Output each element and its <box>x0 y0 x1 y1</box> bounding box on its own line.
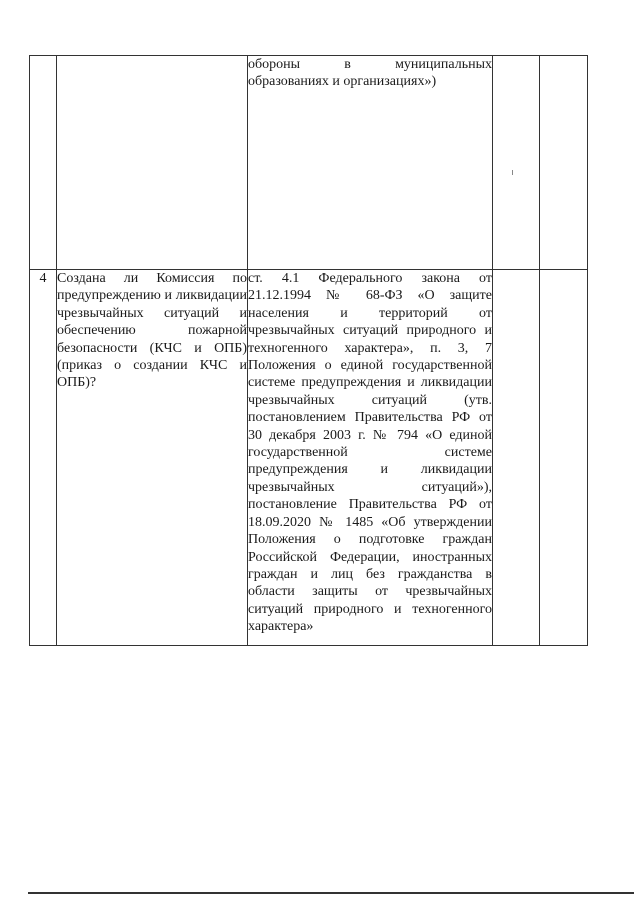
legal-basis-text: ст. 4.1 Федерального закона от 21.12.1994 № 68-ФЗ «О защите населения и территорий от чрезвычайных ситуаций природного и техногенного характера», п. 3, 7 Положения о единой государственной системе предупреждения и ликвидации чрезвычайных ситуаций (утв. постановлением Правительства РФ от 30 декабря 2003 г. № 794 «О единой государственной системе предупреждения и ликвидации чрезвычайных ситуаций»), постановление Правительства РФ от 18.09.2020 № 1485 «Об утверждении Положения о подготовке граждан Российской Федерации, иностранных граждан и лиц без гражданства в области защиты от чрезвычайных ситуаций природного и техногенного характера» <box>248 271 492 635</box>
table-row <box>30 56 588 270</box>
question-text: Создана ли Комиссия по предупреждению и ликвидации чрезвычайных ситуаций и обеспечению пожарной безопасности (КЧС и ОПБ) (приказ о создании КЧС и ОПБ)? <box>57 271 247 391</box>
legal-basis-cell <box>248 56 493 270</box>
legal-basis-text: обороны в муниципальных образованиях и организациях») <box>248 57 492 90</box>
legal-basis-cell <box>248 270 493 646</box>
question-cell <box>57 270 248 646</box>
answer-cell-yes <box>493 270 540 646</box>
answer-cell-yes <box>493 56 540 270</box>
answer-cell-no <box>540 270 588 646</box>
checklist-table <box>29 55 588 646</box>
row-number-cell <box>30 56 57 270</box>
page-bottom-rule <box>28 892 634 894</box>
question-cell <box>57 56 248 270</box>
row-number-cell: 4 <box>30 270 57 646</box>
table-row <box>30 270 588 646</box>
scan-mark <box>512 170 513 175</box>
answer-cell-no <box>540 56 588 270</box>
